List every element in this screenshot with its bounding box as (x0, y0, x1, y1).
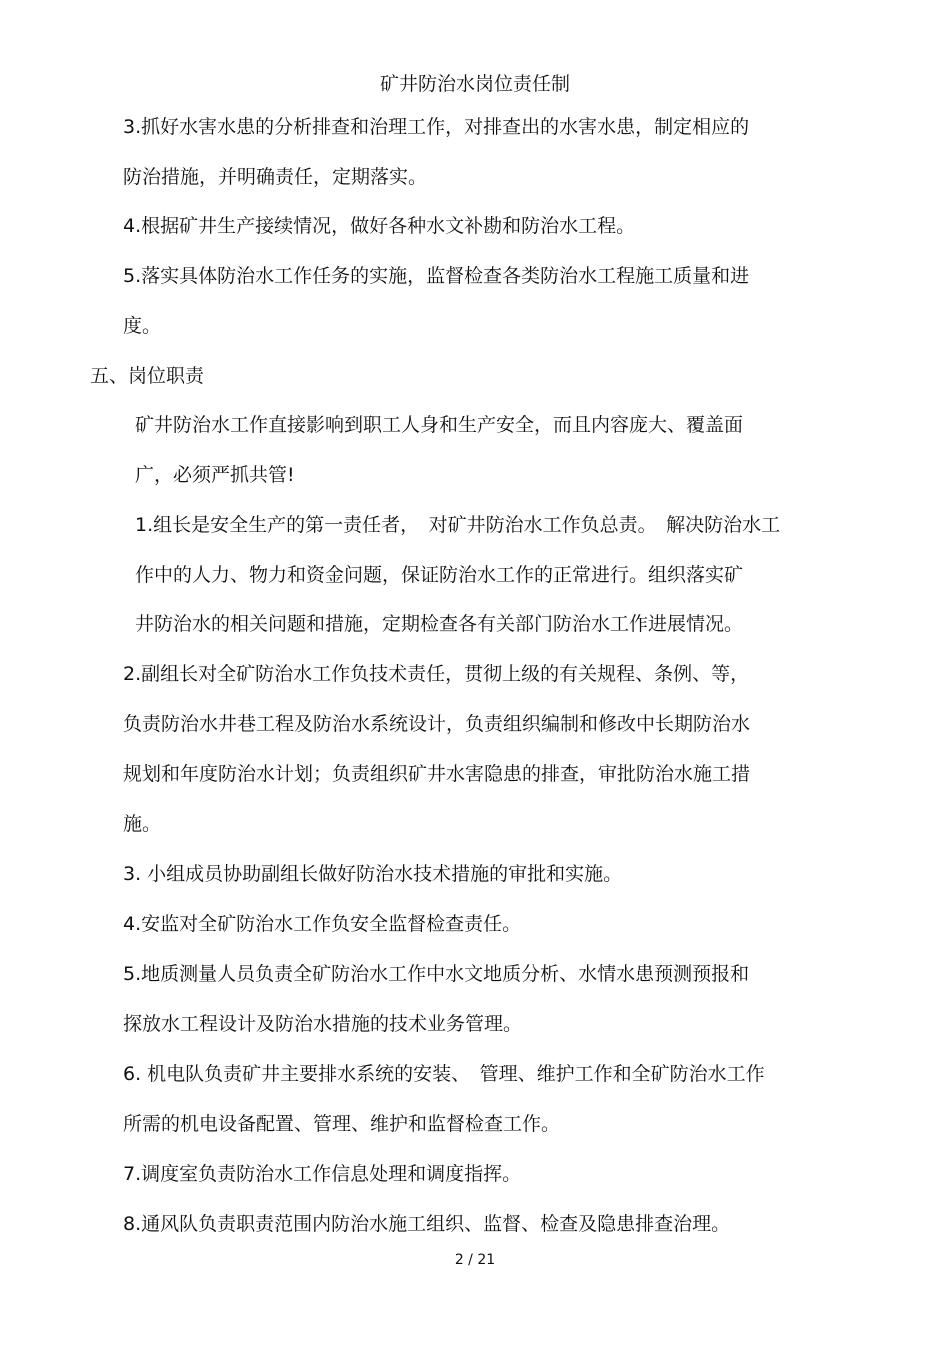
text-line: 负责防治水井巷工程及防治水系统设计，负责组织编制和修改中长期防治水 (123, 713, 751, 735)
text-line: 4.根据矿井生产接续情况，做好各种水文补勘和防治水工程。 (123, 215, 636, 237)
page-title: 矿井防治水岗位责任制 (379, 73, 570, 95)
text-line: 广，必须严抓共管! (135, 464, 295, 486)
page-number: 2 / 21 (454, 1252, 496, 1268)
text-line: 度。 (123, 315, 162, 337)
text-line: 5.落实具体防治水工作任务的实施，监督检查各类防治水工程施工质量和进 (123, 265, 750, 287)
text-line: 作中的人力、物力和资金问题，保证防治水工作的正常进行。组织落实矿 (135, 564, 744, 586)
text-line: 规划和年度防治水计划；负责组织矿井水害隐患的排查，审批防治水施工措 (123, 763, 751, 785)
text-line: 2.副组长对全矿防治水工作负技术责任，贯彻上级的有关规程、条例、等， (123, 663, 750, 685)
text-line: 7.调度室负责防治水工作信息处理和调度指挥。 (123, 1163, 522, 1185)
text-line: 3.抓好水害水患的分析排查和治理工作，对排查出的水害水患，制定相应的 (123, 116, 750, 138)
text-line: 1.组长是安全生产的第一责任者， 对矿井防治水工作负总责。 解决防治水工 (135, 514, 781, 536)
text-line: 4.安监对全矿防治水工作负安全监督检查责任。 (123, 913, 522, 935)
text-line: 3. 小组成员协助副组长做好防治水技术措施的审批和实施。 (123, 863, 623, 885)
text-line: 防治措施，并明确责任，定期落实。 (123, 166, 428, 188)
text-line: 所需的机电设备配置、管理、维护和监督检查工作。 (123, 1113, 561, 1135)
text-line: 8.通风队负责职责范围内防治水施工组织、监督、检查及隐患排查治理。 (123, 1213, 731, 1235)
text-line: 5.地质测量人员负责全矿防治水工作中水文地质分析、水情水患预测预报和 (123, 963, 750, 985)
section-heading: 五、岗位职责 (90, 365, 205, 387)
text-line: 探放水工程设计及防治水措施的技术业务管理。 (123, 1013, 523, 1035)
text-line: 井防治水的相关问题和措施，定期检查各有关部门防治水工作进展情况。 (135, 613, 744, 635)
text-line: 施。 (123, 813, 162, 835)
text-line: 矿井防治水工作直接影响到职工人身和生产安全，而且内容庞大、覆盖面 (135, 414, 744, 436)
text-line: 6. 机电队负责矿井主要排水系统的安装、 管理、维护工作和全矿防治水工作 (123, 1063, 765, 1085)
